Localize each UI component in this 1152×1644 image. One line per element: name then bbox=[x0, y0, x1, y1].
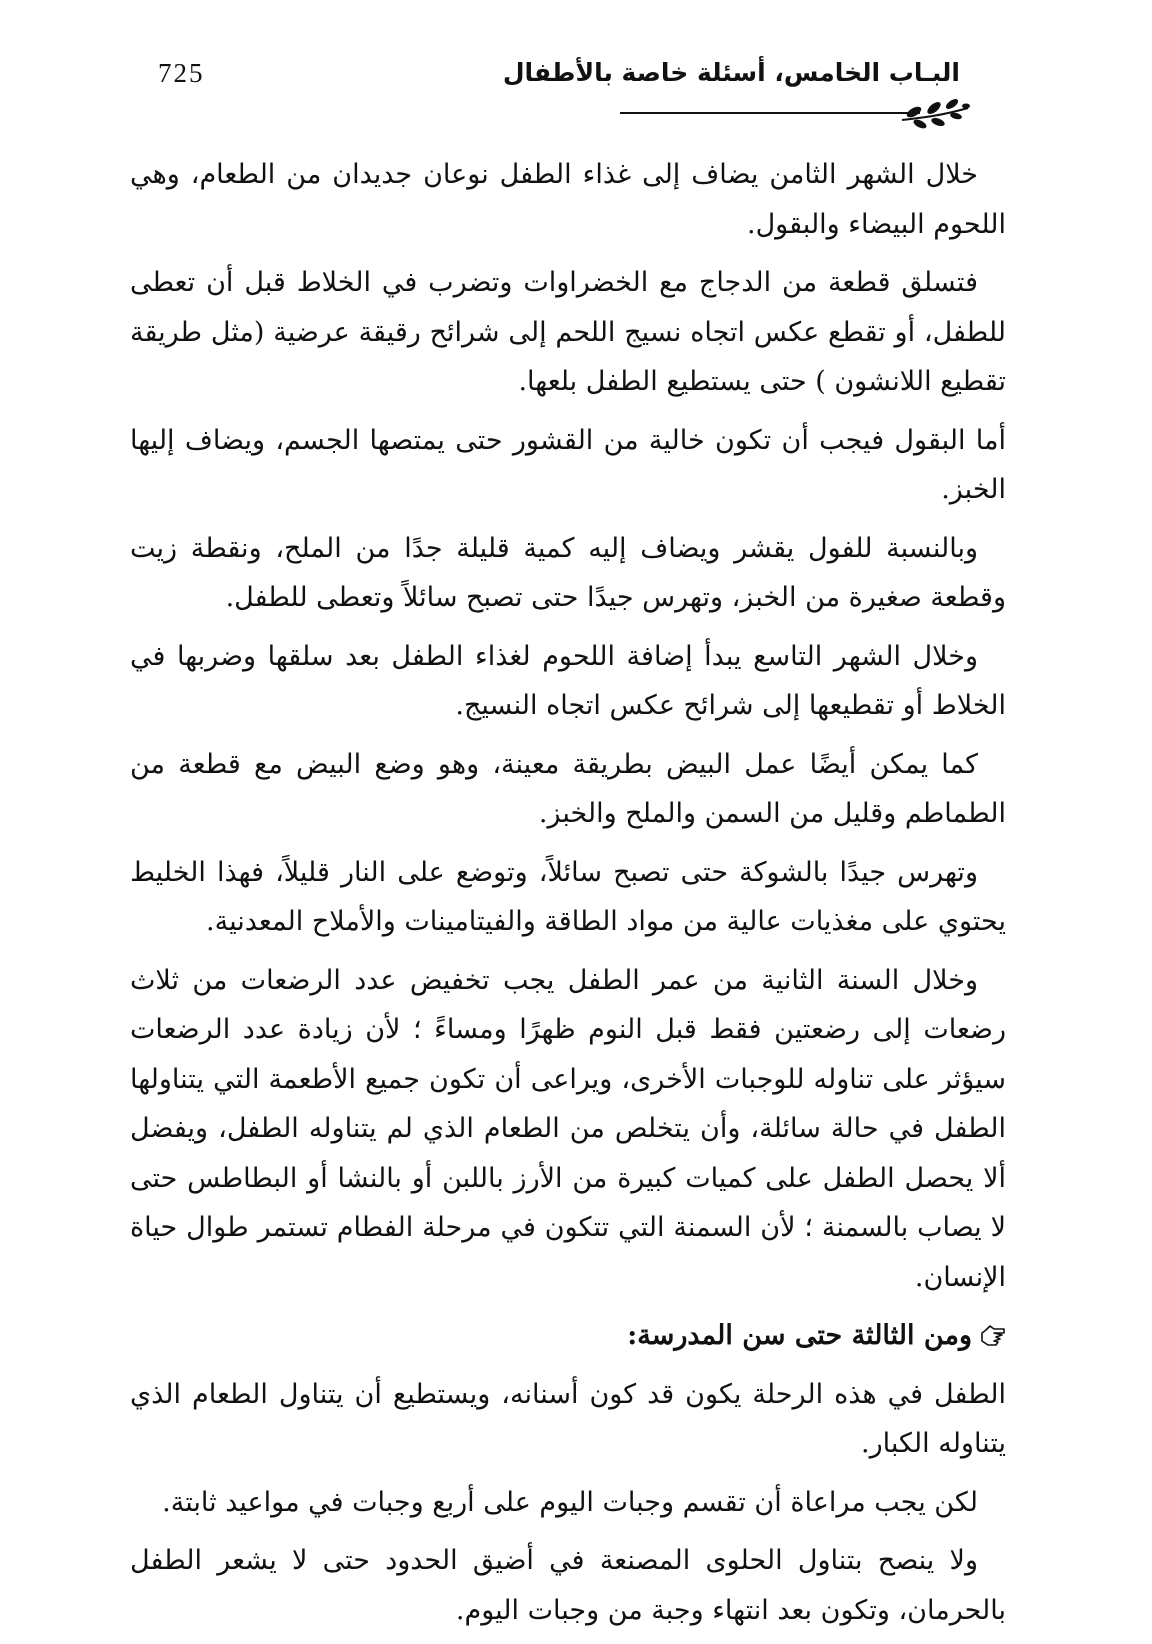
paragraph-fava-beans: وبالنسبة للفول يقشر ويضاف إليه كمية قليلة جدًا من الملح، ونقطة زيت وقطعة صغيرة من الخبز، وتهرس جيدًا حتى تصبح سائلاً وتعطى للطفل. bbox=[130, 532, 1006, 613]
header-rule bbox=[620, 112, 920, 114]
paragraph-chicken-preparation: فتسلق قطعة من الدجاج مع الخضراوات وتضرب في الخلاط قبل أن تعطى للطفل، أو تقطع عكس اتجاه نسيج اللحم إلى شرائح رقيقة عرضية (مثل طريقة تقطيع اللانشون ) حتى يستطيع الطفل بلعها. bbox=[130, 267, 1006, 397]
pointing-hand-icon bbox=[980, 1325, 1006, 1347]
paragraph-second-year: وخلال السنة الثانية من عمر الطفل يجب تخفيض عدد الرضعات من ثلاث رضعات إلى رضعتين فقط قبل النوم ظهرًا ومساءً ؛ لأن زيادة عدد الرضعات سيؤثر على تناوله للوجبات الأخرى، ويراعى أن تكون جميع الأطعمة التي يتناولها الطفل في حالة سائلة، وأن يتخلص من الطعام الذي لم يتناوله الطفل، ويفضل ألا يحصل الطفل على كميات كبيرة من الأرز باللبن أو بالنشا أو البطاطس حتى لا يصاب بالسمنة ؛ لأن السمنة التي تتكون في مرحلة الفطام تستمر طوال حياة الإنسان. bbox=[130, 964, 1006, 1293]
paragraph-sweets: ولا ينصح بتناول الحلوى المصنعة في أضيق الحدود حتى لا يشعر الطفل بالحرمان، وتكون بعد انتهاء وجبة من وجبات اليوم. bbox=[130, 1545, 1006, 1626]
page-number: 725 bbox=[158, 58, 205, 88]
leaf-branch-ornament-icon bbox=[900, 96, 970, 130]
paragraph-four-meals: لكن يجب مراعاة أن تقسم وجبات اليوم على أربع وجبات في مواعيد ثابتة. bbox=[162, 1486, 978, 1518]
paragraph-eggs: كما يمكن أيضًا عمل البيض بطريقة معينة، وهو وضع البيض مع قطعة من الطماطم وقليل من السمن والملح والخبز. bbox=[130, 748, 1006, 829]
paragraph-legumes: أما البقول فيجب أن تكون خالية من القشور حتى يمتصها الجسم، ويضاف إليها الخبز. bbox=[130, 424, 1006, 505]
section-heading bbox=[130, 1311, 1006, 1361]
paragraph-mixture: وتهرس جيدًا بالشوكة حتى تصبح سائلاً، وتوضع على النار قليلاً، فهذا الخليط يحتوي على مغذيات عالية من مواد الطاقة والفيتامينات والأملاح المعدنية. bbox=[130, 856, 1006, 937]
section-heading-text: ومن الثالثة حتى سن المدرسة: bbox=[627, 1320, 972, 1351]
paragraph-ninth-month: وخلال الشهر التاسع يبدأ إضافة اللحوم لغذاء الطفل بعد سلقها وضربها في الخلاط أو تقطيعها إلى شرائح عكس اتجاه النسيج. bbox=[130, 640, 1006, 721]
paragraph-eighth-month: خلال الشهر الثامن يضاف إلى غذاء الطفل نوعان جديدان من الطعام، وهي اللحوم البيضاء والبقول. bbox=[130, 159, 1006, 240]
paragraph-school-age: الطفل في هذه الرحلة يكون قد كون أسنانه، ويستطيع أن يتناول الطعام الذي يتناوله الكبار. bbox=[130, 1378, 1006, 1459]
running-head: البـاب الخامس، أسئلة خاصة بالأطفال bbox=[502, 58, 960, 87]
body-text bbox=[130, 150, 1006, 1644]
